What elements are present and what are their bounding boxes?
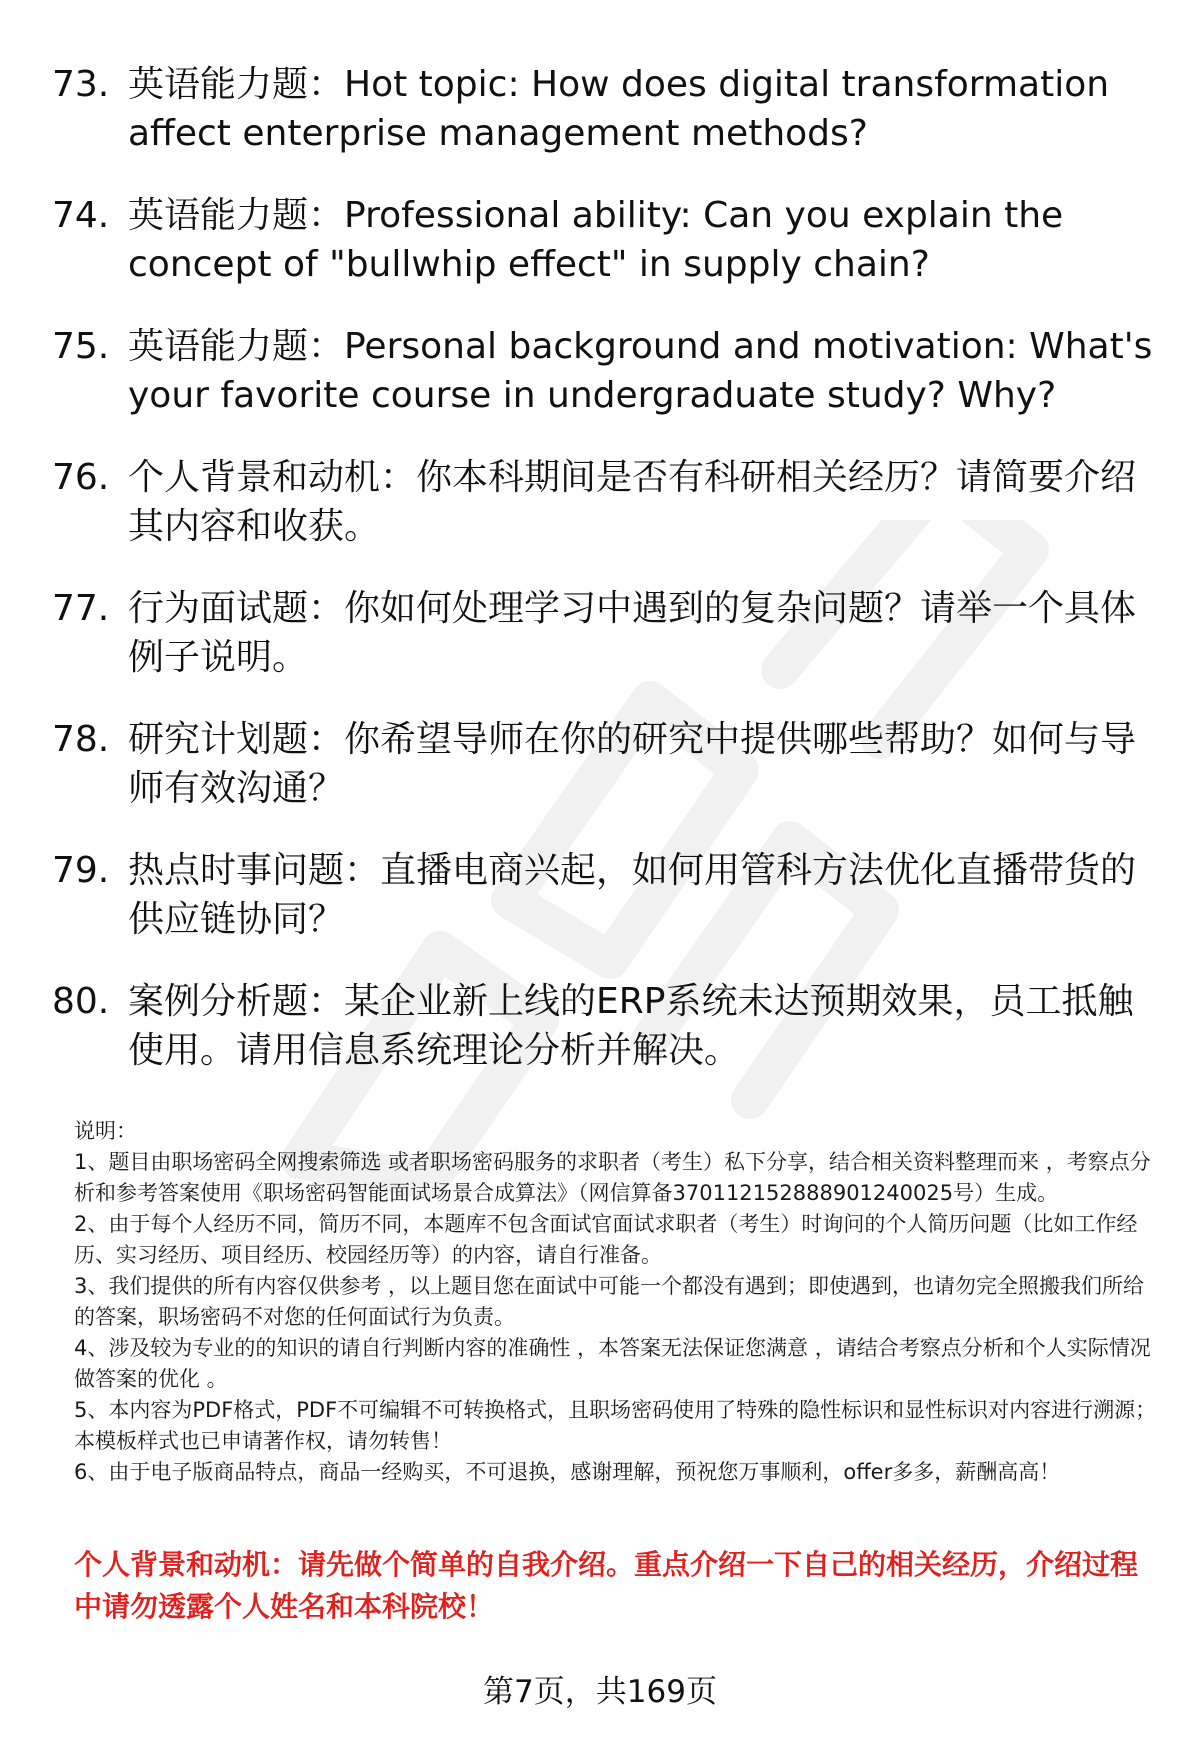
highlight-prompt: 个人背景和动机：请先做个简单的自我介绍。重点介绍一下自己的相关经历，介绍过程中请勿透露个人姓名和本科院校！ xyxy=(74,1548,1139,1623)
question-number: 77. xyxy=(52,588,110,629)
note-item: 6、由于电子版商品特点，商品一经购买，不可退换，感谢理解，预祝您万事顺利，offer多多，薪酬高高！ xyxy=(74,1460,1061,1484)
question-text: 案例分析题：某企业新上线的ERP系统未达预期效果，员工抵触使用。请用信息系统理论分析并解决。 xyxy=(128,981,1134,1071)
note-item: 4、涉及较为专业的的知识的请自行判断内容的准确性 ，本答案无法保证您满意 ，请结合考察点分析和个人实际情况做答案的优化 。 xyxy=(74,1336,1151,1391)
question-item xyxy=(52,584,1162,682)
page-number: 第7页，共169页 xyxy=(483,1674,717,1710)
question-item xyxy=(52,846,1162,944)
note-item: 2、由于每个人经历不同，简历不同，本题库不包含面试官面试求职者（考生）时询问的个人简历问题（比如工作经历、实习经历、项目经历、校园经历等）的内容，请自行准备。 xyxy=(74,1212,1138,1267)
question-number: 73. xyxy=(52,64,110,105)
question-number: 78. xyxy=(52,719,110,760)
question-text: 研究计划题：你希望导师在你的研究中提供哪些帮助？如何与导师有效沟通？ xyxy=(128,719,1137,809)
question-text: 行为面试题：你如何处理学习中遇到的复杂问题？请举一个具体例子说明。 xyxy=(128,588,1137,678)
note-item: 1、题目由职场密码全网搜索筛选 或者职场密码服务的求职者（考生）私下分享，结合相关资料整理而来 ，考察点分析和参考答案使用《职场密码智能面试场景合成算法》（网信算备370112152888901240025号）生成。 xyxy=(74,1150,1151,1205)
question-text: 英语能力题：Personal background and motivation: What's your favorite course in undergraduate study? Why? xyxy=(128,326,1153,416)
question-item xyxy=(52,715,1162,813)
question-item xyxy=(52,977,1162,1075)
question-number: 74. xyxy=(52,195,110,236)
question-number: 80. xyxy=(52,981,110,1022)
question-number: 76. xyxy=(52,457,110,498)
question-text: 热点时事问题：直播电商兴起，如何用管科方法优化直播带货的供应链协同？ xyxy=(128,850,1137,940)
question-number: 79. xyxy=(52,850,110,891)
question-number: 75. xyxy=(52,326,110,367)
question-text: 英语能力题：Professional ability: Can you explain the concept of "bullwhip effect" in supply chain? xyxy=(128,195,1064,285)
question-text: 个人背景和动机：你本科期间是否有科研相关经历？请简要介绍其内容和收获。 xyxy=(128,457,1137,547)
notes-heading: 说明： xyxy=(74,1119,137,1143)
question-text: 英语能力题：Hot topic: How does digital transformation affect enterprise management methods? xyxy=(128,64,1110,154)
question-item xyxy=(52,60,1162,158)
question-item xyxy=(52,322,1162,420)
note-item: 3、我们提供的所有内容仅供参考 ，以上题目您在面试中可能一个都没有遇到；即使遇到，也请勿完全照搬我们所给的答案，职场密码不对您的任何面试行为负责。 xyxy=(74,1274,1145,1329)
note-item: 5、本内容为PDF格式，PDF不可编辑不可转换格式，且职场密码使用了特殊的隐性标识和显性标识对内容进行溯源；本模板样式也已申请著作权，请勿转售！ xyxy=(74,1398,1157,1453)
notes-section xyxy=(74,1116,1160,1488)
question-item xyxy=(52,453,1162,551)
question-item xyxy=(52,191,1162,289)
question-list xyxy=(52,60,1162,1108)
